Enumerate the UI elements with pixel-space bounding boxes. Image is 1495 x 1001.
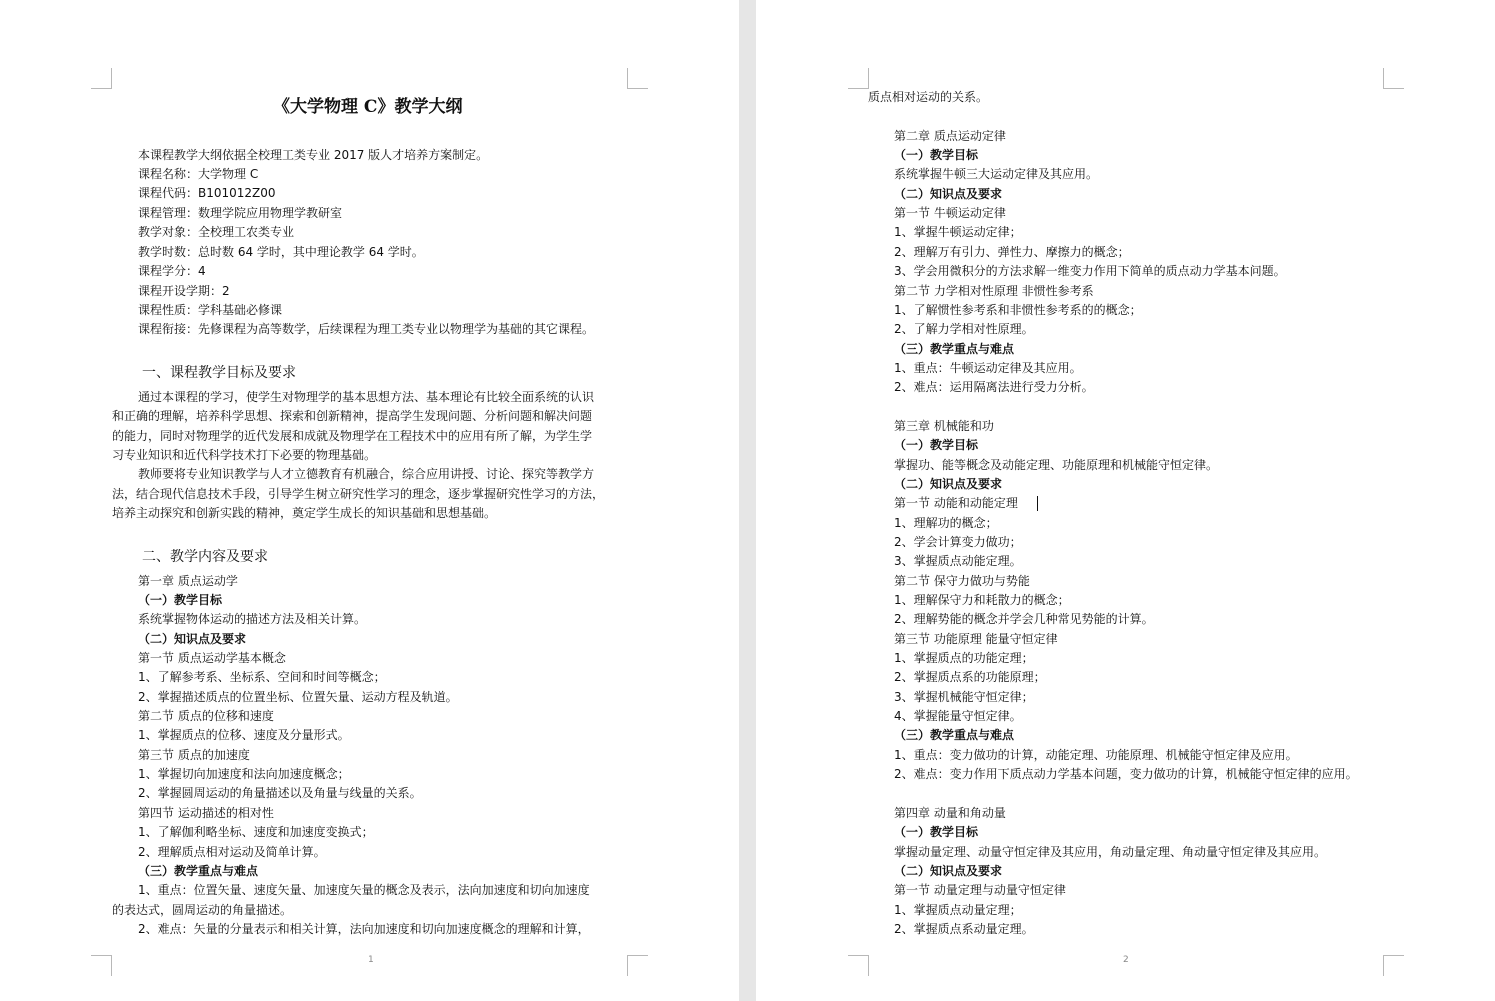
intro-line: 本课程教学大纲依据全校理工类专业 2017 版人才培养方案制定。 bbox=[138, 148, 489, 162]
list-item: 1、掌握质点的功能定理； bbox=[894, 651, 1034, 665]
section-heading: 第一节 质点运动学基本概念 bbox=[138, 651, 286, 665]
list-item: 2、理解势能的概念并学会几种常见势能的计算。 bbox=[894, 612, 1154, 626]
subheading: （三）教学重点与难点 bbox=[138, 864, 259, 878]
list-item: 1、理解保守力和耗散力的概念； bbox=[894, 593, 1070, 607]
list-item-continuation: 的表达式，圆周运动的角量描述。 bbox=[112, 903, 293, 917]
section-heading: 第一节 动能和动能定理 bbox=[894, 496, 1018, 510]
subheading: （二）知识点及要求 bbox=[138, 632, 247, 646]
list-item: 2、了解力学相对性原理。 bbox=[894, 322, 1034, 336]
text-line: 质点相对运动的关系。 bbox=[868, 90, 989, 104]
crop-mark bbox=[1383, 68, 1404, 89]
paragraph-line: 通过本课程的学习，使学生对物理学的基本思想方法、基本理论有比较全面系统的认识 bbox=[138, 390, 595, 404]
list-item: 2、掌握质点系的功能原理； bbox=[894, 670, 1046, 684]
chapter-heading: 第三章 机械能和功 bbox=[894, 419, 994, 433]
list-item: 3、掌握质点动能定理。 bbox=[894, 554, 1022, 568]
subheading: （一）教学目标 bbox=[894, 438, 979, 452]
crop-mark bbox=[627, 68, 648, 89]
list-item: 1、掌握质点动量定理； bbox=[894, 903, 1022, 917]
paragraph-line: 法，结合现代信息技术手段，引导学生树立研究性学习的理念，逐步掌握研究性学习的方法， bbox=[112, 487, 605, 501]
list-item: 2、理解万有引力、弹性力、摩擦力的概念； bbox=[894, 245, 1130, 259]
section-heading: 第二节 保守力做功与势能 bbox=[894, 574, 1030, 588]
page-number: 2 bbox=[1123, 955, 1129, 965]
text-line: 掌握功、能等概念及动能定理、功能原理和机械能守恒定律。 bbox=[894, 458, 1219, 472]
list-item: 2、难点：运用隔离法进行受力分析。 bbox=[894, 380, 1094, 394]
list-item: 1、了解参考系、坐标系、空间和时间等概念； bbox=[138, 670, 386, 684]
list-item: 1、重点：牛顿运动定律及其应用。 bbox=[894, 361, 1082, 375]
text-line: 系统掌握牛顿三大运动定律及其应用。 bbox=[894, 167, 1099, 181]
course-nature: 课程性质：学科基础必修课 bbox=[138, 303, 283, 317]
page-gap bbox=[739, 0, 756, 1001]
section-heading: 第四节 运动描述的相对性 bbox=[138, 806, 274, 820]
list-item: 2、掌握质点系动量定理。 bbox=[894, 922, 1034, 936]
course-name: 课程名称：大学物理 C bbox=[138, 167, 259, 181]
text-line: 系统掌握物体运动的描述方法及相关计算。 bbox=[138, 612, 367, 626]
list-item: 2、难点：变力作用下质点动力学基本问题，变力做功的计算，机械能守恒定律的应用。 bbox=[894, 767, 1358, 781]
list-item: 4、掌握能量守恒定律。 bbox=[894, 709, 1022, 723]
list-item: 2、难点：矢量的分量表示和相关计算，法向加速度和切向加速度概念的理解和计算， bbox=[138, 922, 590, 936]
list-item: 2、理解质点相对运动及简单计算。 bbox=[138, 845, 326, 859]
section-heading: 第二节 力学相对性原理 非惯性参考系 bbox=[894, 284, 1094, 298]
course-credits: 课程学分：4 bbox=[138, 264, 206, 278]
list-item: 1、掌握牛顿运动定律； bbox=[894, 225, 1022, 239]
chapter-heading: 第二章 质点运动定律 bbox=[894, 129, 1006, 143]
list-item: 1、重点：位置矢量、速度矢量、加速度矢量的概念及表示，法向加速度和切向加速度 bbox=[138, 883, 590, 897]
crop-mark bbox=[1383, 955, 1404, 976]
list-item: 1、了解惯性参考系和非惯性参考系的的概念； bbox=[894, 303, 1142, 317]
paragraph-line: 教师要将专业知识教学与人才立德教育有机融合，综合应用讲授、讨论、探究等教学方 bbox=[138, 467, 595, 481]
section-heading: 第三节 质点的加速度 bbox=[138, 748, 250, 762]
section-heading: 第一节 牛顿运动定律 bbox=[894, 206, 1006, 220]
crop-mark bbox=[848, 955, 869, 976]
course-hours: 教学时数：总时数 64 学时，其中理论教学 64 学时。 bbox=[138, 245, 424, 259]
section-heading: 第一节 动量定理与动量守恒定律 bbox=[894, 883, 1066, 897]
subheading: （二）知识点及要求 bbox=[894, 477, 1003, 491]
crop-mark bbox=[91, 68, 112, 89]
paragraph-line: 培养主动探究和创新实践的精神，奠定学生成长的知识基础和思想基础。 bbox=[112, 506, 497, 520]
text-cursor bbox=[1037, 496, 1038, 511]
course-audience: 教学对象：全校理工农类专业 bbox=[138, 225, 295, 239]
paragraph-line: 和正确的理解，培养科学思想、探索和创新精神，提高学生发现问题、分析问题和解决问题 bbox=[112, 409, 593, 423]
document-page-1[interactable] bbox=[0, 0, 739, 1001]
crop-mark bbox=[848, 68, 869, 89]
course-link: 课程衔接：先修课程为高等数学，后续课程为理工类专业以物理学为基础的其它课程。 bbox=[138, 322, 595, 336]
subheading: （一）教学目标 bbox=[894, 825, 979, 839]
paragraph-line: 的能力，同时对物理学的近代发展和成就及物理学在工程技术中的应用有所了解，为学生学 bbox=[112, 429, 593, 443]
course-management: 课程管理：数理学院应用物理学教研室 bbox=[138, 206, 343, 220]
list-item: 1、掌握切向加速度和法向加速度概念； bbox=[138, 767, 350, 781]
list-item: 3、掌握机械能守恒定律； bbox=[894, 690, 1034, 704]
subheading: （三）教学重点与难点 bbox=[894, 342, 1015, 356]
paragraph-line: 习专业知识和近代科学技术打下必要的物理基础。 bbox=[112, 448, 377, 462]
list-item: 2、掌握圆周运动的角量描述以及角量与线量的关系。 bbox=[138, 786, 422, 800]
subheading: （三）教学重点与难点 bbox=[894, 728, 1015, 742]
crop-mark bbox=[627, 955, 648, 976]
document-page-2[interactable] bbox=[756, 0, 1495, 1001]
subheading: （二）知识点及要求 bbox=[894, 187, 1003, 201]
subheading: （二）知识点及要求 bbox=[894, 864, 1003, 878]
page-number: 1 bbox=[368, 955, 374, 965]
section-heading-1: 一、课程教学目标及要求 bbox=[142, 365, 296, 381]
section-heading: 第三节 功能原理 能量守恒定律 bbox=[894, 632, 1058, 646]
subheading: （一）教学目标 bbox=[894, 148, 979, 162]
list-item: 1、掌握质点的位移、速度及分量形式。 bbox=[138, 728, 350, 742]
list-item: 1、重点：变力做功的计算，动能定理、功能原理、机械能守恒定律及应用。 bbox=[894, 748, 1298, 762]
course-code: 课程代码：B101012Z00 bbox=[138, 186, 276, 200]
list-item: 2、掌握描述质点的位置坐标、位置矢量、运动方程及轨道。 bbox=[138, 690, 458, 704]
document-title: 《大学物理 C》教学大纲 bbox=[273, 97, 463, 117]
crop-mark bbox=[91, 955, 112, 976]
subheading: （一）教学目标 bbox=[138, 593, 223, 607]
section-heading-2: 二、教学内容及要求 bbox=[142, 549, 268, 565]
list-item: 1、了解伽利略坐标、速度和加速度变换式； bbox=[138, 825, 374, 839]
course-semester: 课程开设学期：2 bbox=[138, 284, 230, 298]
chapter-heading: 第一章 质点运动学 bbox=[138, 574, 238, 588]
section-heading: 第二节 质点的位移和速度 bbox=[138, 709, 274, 723]
list-item: 2、学会计算变力做功； bbox=[894, 535, 1022, 549]
list-item: 3、学会用微积分的方法求解一维变力作用下简单的质点动力学基本问题。 bbox=[894, 264, 1286, 278]
list-item: 1、理解功的概念； bbox=[894, 516, 998, 530]
chapter-heading: 第四章 动量和角动量 bbox=[894, 806, 1006, 820]
text-line: 掌握动量定理、动量守恒定律及其应用，角动量定理、角动量守恒定律及其应用。 bbox=[894, 845, 1327, 859]
